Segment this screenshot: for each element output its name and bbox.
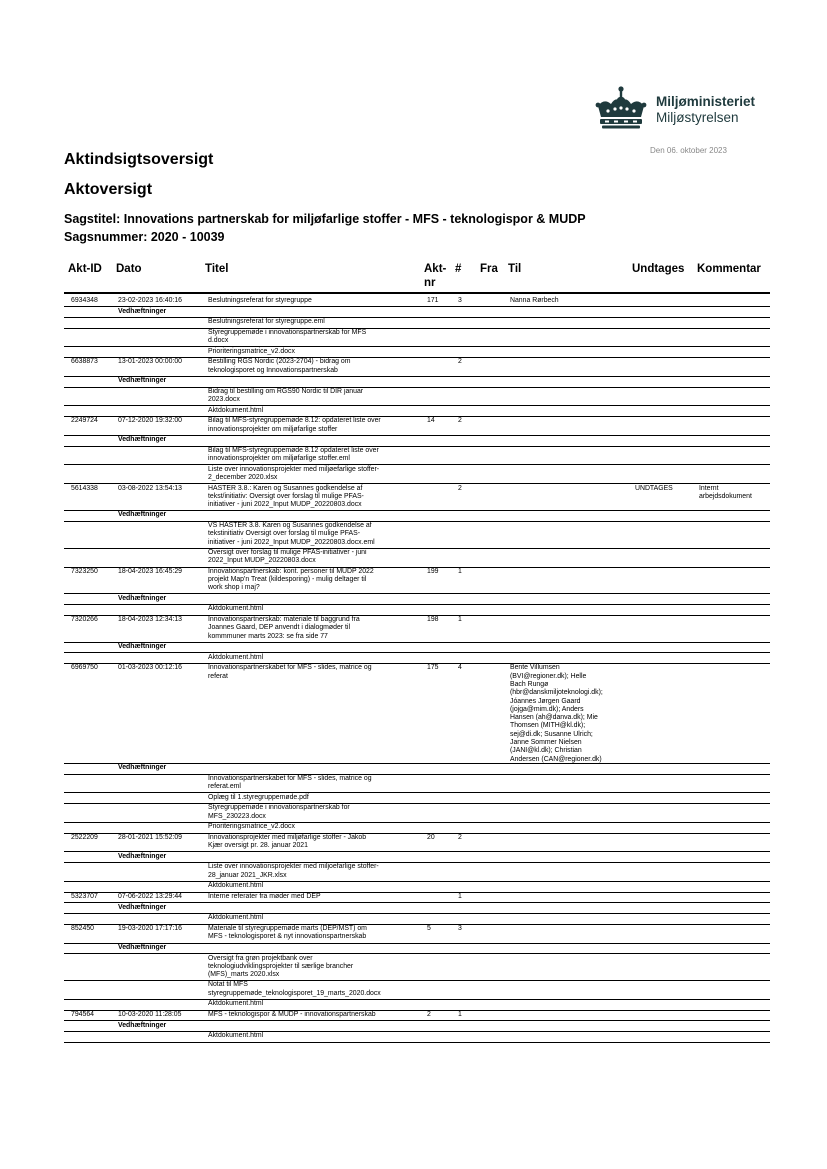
logo-ministry-name: Miljøministeriet — [656, 94, 756, 109]
akt-nr-cell: 171 — [427, 296, 439, 304]
column-header-til: Til — [508, 263, 522, 275]
akt-nr-cell: 2 — [427, 1010, 431, 1018]
logo — [594, 86, 774, 130]
column-header-undtages: Undtages — [632, 263, 685, 275]
row-divider — [64, 593, 770, 594]
column-header-akt-nr: Akt- nr — [424, 263, 447, 289]
attachments-label: Vedhæftninger — [118, 307, 167, 315]
number-cell: 1 — [458, 1010, 462, 1018]
number-cell: 1 — [458, 567, 462, 575]
column-header-number: # — [455, 263, 462, 275]
attachments-label: Vedhæftninger — [118, 943, 167, 951]
case-number: Sagsnummer: 2020 - 10039 — [64, 230, 225, 244]
recipient-cell: Nanna Rørbech — [510, 296, 559, 304]
case-title: Sagstitel: Innovations partnerskab for miljøfarlige stoffer - MFS - teknologispor & MUDP — [64, 212, 586, 226]
attachment-title-cell: Aktdokument.html — [208, 914, 264, 922]
title-cell: Innovationspartnerskabet for MFS - slides, matrice og referat — [208, 664, 372, 680]
akt-id-cell: 852450 — [71, 925, 94, 932]
attachment-title-cell: Beslutningsreferat for styregruppe.eml — [208, 318, 325, 326]
attachment-title-cell: Oversigt over forslag til mulige PFAS-initiativer - juni 2022_Input MUDP_20220803.docx — [208, 549, 367, 565]
date-cell: 01-03-2023 00:12:16 — [118, 664, 182, 672]
number-cell: 1 — [458, 892, 462, 900]
date-cell: 10-03-2020 11:28:05 — [118, 1010, 182, 1018]
date-cell: 03-08-2022 13:54:13 — [118, 484, 182, 492]
title-cell: Innovationspartnerskab: materiale til baggrund fra Joannes Gaard, DEP anvendt i dialogmøder til kommmuner marts 2023: se fra side 77 — [208, 616, 360, 640]
attachments-label: Vedhæftninger — [118, 1021, 167, 1029]
akt-id-cell: 7323250 — [71, 567, 98, 575]
title-cell: Beslutningsreferat for styregruppe — [208, 296, 312, 304]
akt-id-cell: 2522209 — [71, 833, 98, 841]
logo-agency-name: Miljøstyrelsen — [656, 110, 739, 125]
column-header-fra: Fra — [480, 263, 498, 275]
crown-logo-icon — [594, 86, 648, 130]
akt-nr-cell: 198 — [427, 616, 439, 624]
number-cell: 2 — [458, 417, 462, 425]
attachments-label: Vedhæftninger — [118, 852, 167, 860]
attachment-title-cell: Bilag til MFS-styregruppemøde 8.12 opdateret liste over innovationsprojekter om miljøfarlige stoffer.eml — [208, 446, 379, 463]
akt-nr-cell: 20 — [427, 833, 435, 841]
attachment-title-cell: Aktdokument.html — [208, 882, 264, 890]
akt-id-cell: 6934348 — [71, 296, 98, 304]
attachment-title-cell: Oplæg til 1.styregruppemøde.pdf — [208, 793, 309, 801]
attachment-title-cell: Styregruppemøde i innovationspartnerskab for MFS d.docx — [208, 328, 367, 345]
title-cell: Materiale til styregruppemøde marts (DEP/MST) om MFS - teknologisporet & nyt innovationspartnerskab — [208, 925, 367, 941]
column-header-titel: Titel — [205, 263, 229, 275]
row-divider — [64, 902, 770, 903]
akt-id-cell: 2249724 — [71, 417, 98, 425]
attachment-title-cell: Aktdokument.html — [208, 1000, 264, 1008]
column-header-akt-id: Akt-ID — [68, 263, 102, 275]
comment-cell: Internt arbejdsdokument — [699, 484, 752, 500]
number-cell: 4 — [458, 664, 462, 672]
akt-nr-cell: 14 — [427, 417, 435, 425]
document-date: Den 06. oktober 2023 — [650, 146, 727, 155]
attachments-label: Vedhæftninger — [118, 377, 167, 385]
attachment-title-cell: Aktdokument.html — [208, 1032, 264, 1040]
attachments-label: Vedhæftninger — [118, 511, 167, 519]
row-divider — [64, 642, 770, 643]
attachment-title-cell: Prioriteringsmatrice_v2.docx — [208, 823, 295, 831]
row-divider — [64, 943, 770, 944]
attachment-title-cell: Notat til MFS styregruppemøde_teknologisporet_19_marts_2020.docx — [208, 981, 381, 997]
attachment-title-cell: VS HASTER 3.8. Karen og Susannes godkendelse af tekstinitiativ Oversigt over forslag til mulige PFAS- initiativer - juni 2022_Input MUDP_20220803.docx.eml — [208, 522, 375, 546]
title-cell: MFS - teknologispor & MUDP - innovationspartnerskab — [208, 1010, 376, 1018]
date-cell: 23-02-2023 16:40:16 — [118, 296, 182, 304]
title-cell: Bilag til MFS-styregruppemøde 8.12: opdateret liste over innovationsprojekter om miljøfarlige stoffer — [208, 417, 381, 433]
title-cell: Innovationspartnerskab: kont. personer til MUDP 2022 projekt Map'n Treat (kildesporing) - mulig deltager til work shop i maj? — [208, 567, 374, 592]
number-cell: 2 — [458, 833, 462, 841]
row-divider — [64, 1042, 770, 1043]
page-title: Aktindsigtsoversigt — [64, 151, 214, 168]
header-rule — [64, 292, 770, 294]
column-header-kommentar: Kommentar — [697, 263, 761, 275]
date-cell: 18-04-2023 16:45:29 — [118, 567, 182, 575]
section-title: Aktoversigt — [64, 181, 153, 198]
number-cell: 3 — [458, 925, 462, 932]
row-divider — [64, 435, 770, 436]
attachments-label: Vedhæftninger — [118, 903, 167, 911]
number-cell: 2 — [458, 484, 462, 492]
akt-id-cell: 7320266 — [71, 616, 98, 624]
date-cell: 18-04-2023 12:34:13 — [118, 616, 182, 624]
row-divider — [64, 510, 770, 511]
attachment-title-cell: Styregruppemøde i innovationspartnerskab for MFS_230223.docx — [208, 804, 350, 820]
attachment-title-cell: Innovationspartnerskabet for MFS - slides, matrice og referat.eml — [208, 774, 372, 791]
akt-id-cell: 5323707 — [71, 892, 98, 900]
attachment-title-cell: Liste over innovationsprojekter med miljoefarlige stoffer- 28_januar 2021_JKR.xlsx — [208, 863, 379, 879]
recipient-cell: Bente Villumsen (BVI@regioner.dk); Helle Bach Rungø (hbr@danskmiljoteknologi.dk); Jóannes Jørgen Gaard (jojga@mim.dk); Anders Hansen (ah@danva.dk); Mie Thomsen (MITH@kl.dk); sej@di.dk; Susanne Ulrich; Janne Sommer Nielsen (JANI@kl.dk); Christian Andersen (CAN@regioner.dk) — [510, 664, 603, 763]
exempt-cell: UNDTAGES — [635, 484, 673, 492]
attachment-title-cell: Bidrag til bestilling om RGS90 Nordic til DIR januar 2023.docx — [208, 387, 364, 404]
date-cell: 07-12-2020 19:32:00 — [118, 417, 182, 425]
attachments-label: Vedhæftninger — [118, 594, 167, 602]
title-cell: Innovationsprojekter med miljøfarlige stoffer - Jakob Kjær oversigt pr. 28. januar 2021 — [208, 833, 367, 850]
row-divider — [64, 306, 770, 307]
akt-nr-cell: 5 — [427, 925, 431, 932]
row-divider — [64, 376, 770, 377]
date-cell: 07-06-2022 13:29:44 — [118, 892, 182, 900]
attachment-title-cell: Aktdokument.html — [208, 605, 264, 613]
column-header-dato: Dato — [116, 263, 142, 275]
date-cell: 19-03-2020 17:17:16 — [118, 925, 182, 932]
date-cell: 28-01-2021 15:52:09 — [118, 833, 182, 841]
title-cell: Bestilling RGS Nordic (2023-2704) - bidrag om teknologisporet og Innovationspartnerskab — [208, 358, 351, 374]
attachment-title-cell: Liste over innovationsprojekter med miljøefarlige stoffer- 2_december 2020.xlsx — [208, 465, 380, 481]
akt-id-cell: 794564 — [71, 1010, 94, 1018]
attachment-title-cell: Prioriteringsmatrice_v2.docx — [208, 347, 295, 355]
number-cell: 1 — [458, 616, 462, 624]
attachment-title-cell: Aktdokument.html — [208, 406, 264, 414]
attachments-label: Vedhæftninger — [118, 436, 167, 444]
akt-id-cell: 6638873 — [71, 358, 98, 366]
title-cell: HASTER 3.8.: Karen og Susannes godkendelse af tekst/initiativ: Oversigt over forslag til mulige PFAS- initiativer - juni 2022_Input MUDP_20220803.docx — [208, 484, 364, 509]
attachment-title-cell: Aktdokument.html — [208, 653, 264, 661]
attachment-title-cell: Oversigt fra grøn projektbank over teknologiudviklingsprojekter til særlige brancher (MFS)_marts 2020.xlsx — [208, 954, 354, 979]
number-cell: 3 — [458, 296, 462, 304]
row-divider — [64, 1020, 770, 1021]
attachments-label: Vedhæftninger — [118, 764, 167, 772]
akt-id-cell: 5614338 — [71, 484, 98, 492]
number-cell: 2 — [458, 358, 462, 366]
akt-nr-cell: 175 — [427, 664, 439, 672]
akt-nr-cell: 199 — [427, 567, 439, 575]
title-cell: Interne referater fra møder med DEP — [208, 892, 321, 900]
date-cell: 13-01-2023 00:00:00 — [118, 358, 182, 366]
row-divider — [64, 851, 770, 852]
akt-id-cell: 6969750 — [71, 664, 98, 672]
attachments-label: Vedhæftninger — [118, 643, 167, 650]
row-divider — [64, 763, 770, 764]
